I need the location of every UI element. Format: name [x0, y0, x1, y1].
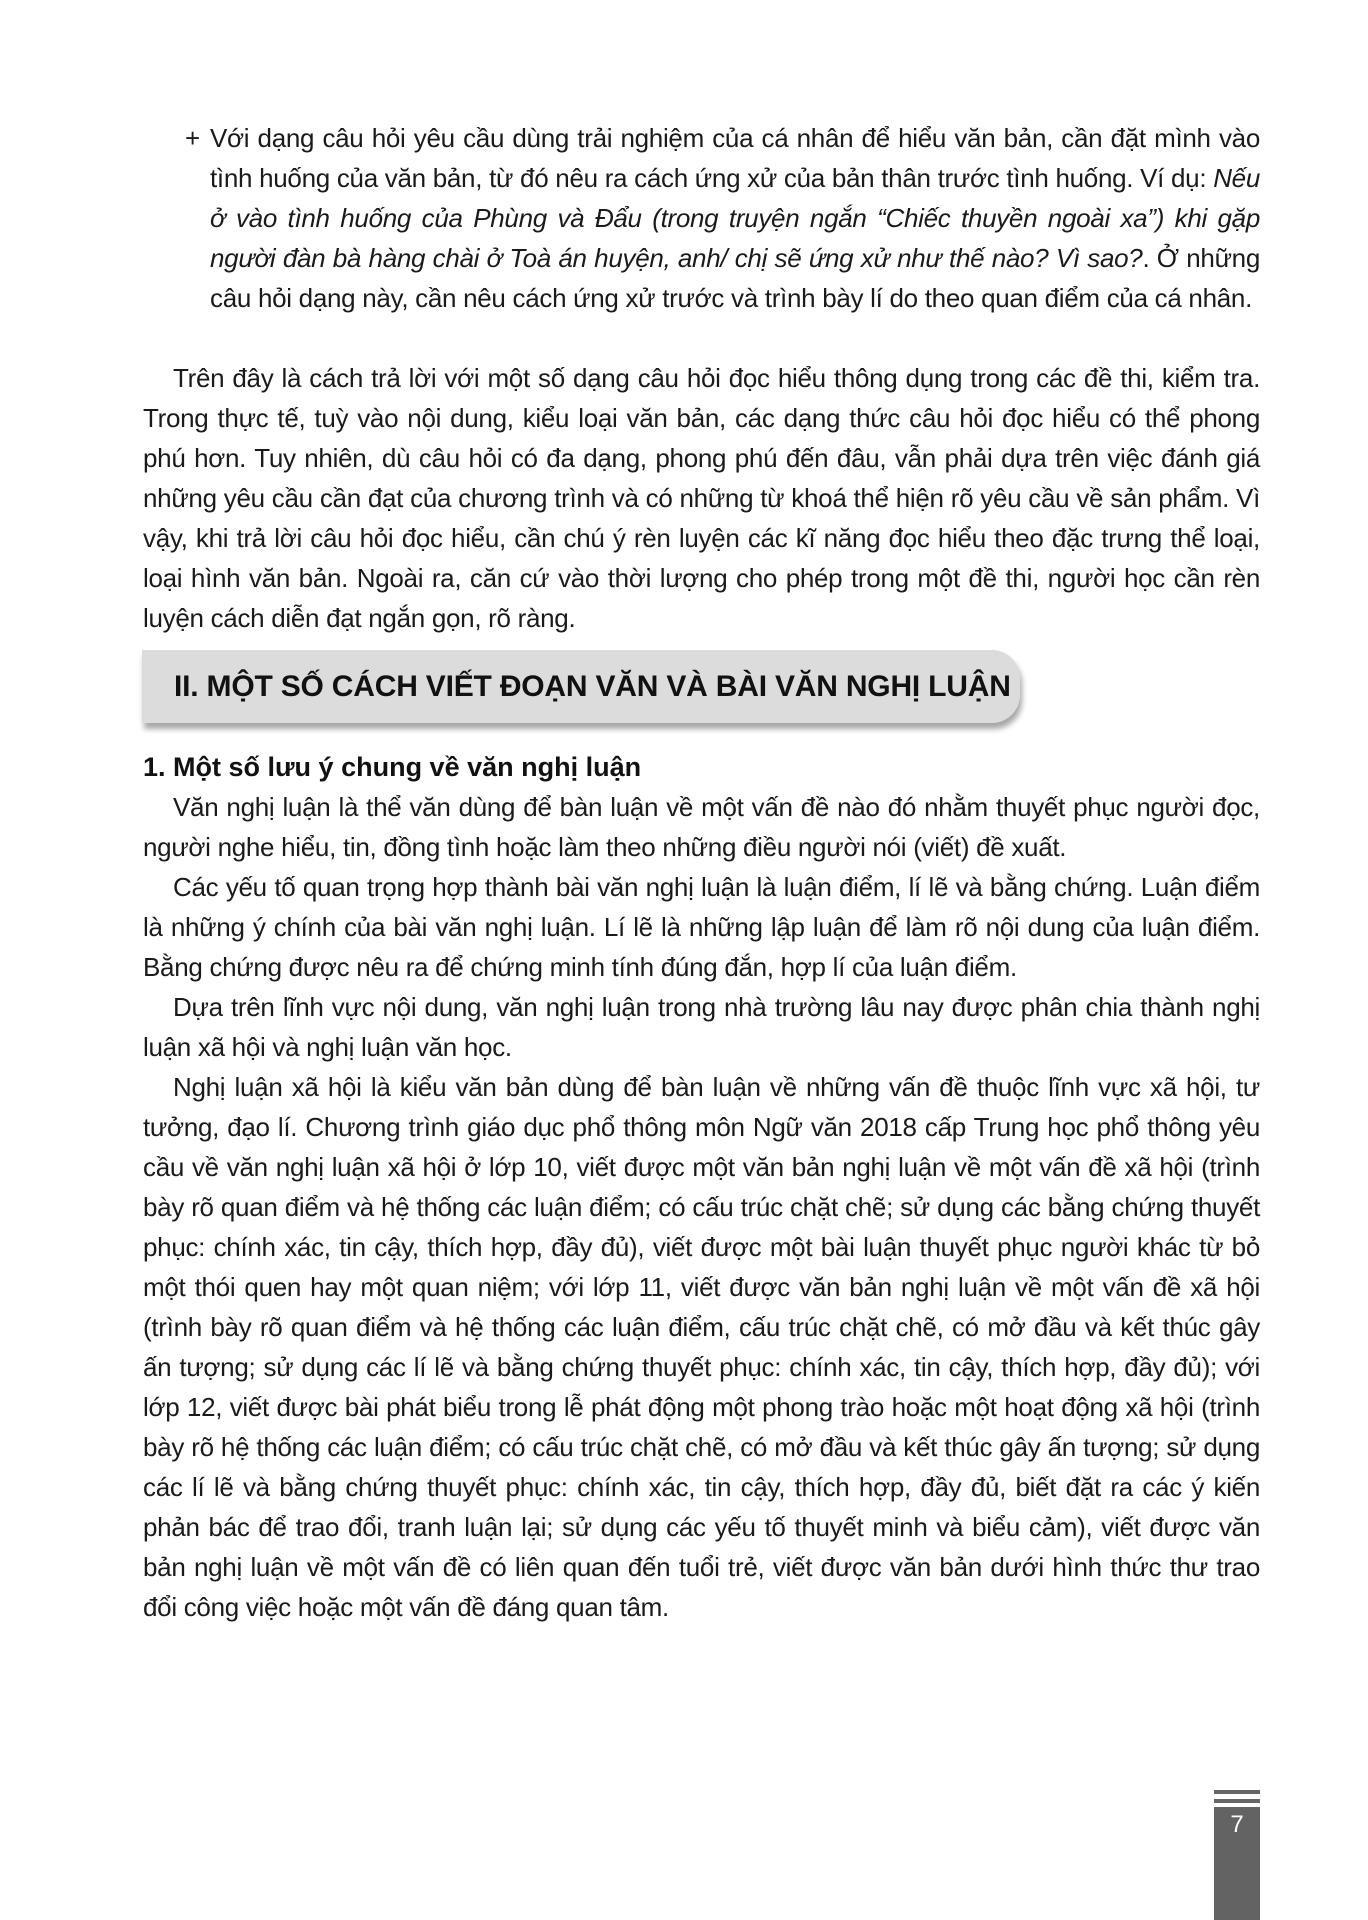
tab-decor-bar: [1214, 1799, 1260, 1803]
paragraph-classification: Dựa trên lĩnh vực nội dung, văn nghị luận trong nhà trường lâu nay được phân chia thành nghị luận xã hội và nghị luận văn học.: [143, 992, 1260, 1062]
page-number: 7: [1214, 1807, 1260, 1920]
example-label: Ví dụ:: [1140, 163, 1214, 193]
plus-bullet-icon: +: [185, 123, 200, 153]
paragraph-definition: Văn nghị luận là thể văn dùng để bàn luận về một vấn đề nào đó nhằm thuyết phục người đọc, người nghe hiểu, tin, đồng tình hoặc làm theo những điều người nói (viết) đề xuất.: [143, 792, 1260, 862]
paragraph-social-argument: Nghị luận xã hội là kiểu văn bản dùng để bàn luận về những vấn đề thuộc lĩnh vực xã hội, tư tưởng, đạo lí. Chương trình giáo dục phổ thông môn Ngữ văn 2018 cấp Trung học phổ thông yêu cầu về văn nghị luận xã hội ở lớp 10, viết được một văn bản nghị luận về một vấn đề xã hội (trình bày rõ quan điểm và hệ thống các luận điểm; có cấu trúc chặt chẽ; sử dụng các bằng chứng thuyết phục: chính xác, tin cậy, thích hợp, đầy đủ), viết được một bài luận thuyết phục người khác từ bỏ một thói quen hay một quan niệm; với lớp 11, viết được văn bản nghị luận về một vấn đề xã hội (trình bày rõ quan điểm và hệ thống các luận điểm, cấu trúc chặt chẽ, có mở đầu và kết thúc gây ấn tượng; sử dụng các lí lẽ và bằng chứng thuyết phục: chính xác, tin cậy, thích hợp, đầy đủ); với lớp 12, viết được bài phát biểu trong lễ phát động một phong trào hoặc một hoạt động xã hội (trình bày rõ hệ thống các luận điểm; có cấu trúc chặt chẽ, có mở đầu và kết thúc gây ấn tượng; sử dụng các lí lẽ và bằng chứng thuyết phục: chính xác, tin cậy, thích hợp, đầy đủ, biết đặt ra các ý kiến phản bác để trao đổi, tranh luận lại; sử dụng các yếu tố thuyết minh và biểu cảm), viết được văn bản nghị luận về một vấn đề có liên quan đến tuổi trẻ, viết được văn bản dưới hình thức thư trao đổi công việc hoặc một vấn đề đáng quan tâm.: [143, 1072, 1260, 1622]
subsection-title: 1. Một số lưu ý chung về văn nghị luận: [143, 752, 642, 782]
bullet-text-after: . Ở những câu hỏi dạng này, cần nêu cách ứng xử trước và trình bày lí do theo quan điểm của cá nhân.: [210, 243, 1260, 313]
paragraph-elements: Các yếu tố quan trọng hợp thành bài văn nghị luận là luận điểm, lí lẽ và bằng chứng. Luận điểm là những ý chính của bài văn nghị luận. Lí lẽ là những lập luận để làm rõ nội dung của luận điểm. Bằng chứng được nêu ra để chứng minh tính đúng đắn, hợp lí của luận điểm.: [143, 872, 1260, 982]
intro-paragraph: Trên đây là cách trả lời với một số dạng câu hỏi đọc hiểu thông dụng trong các đề thi, kiểm tra. Trong thực tế, tuỳ vào nội dung, kiểu loại văn bản, các dạng thức câu hỏi đọc hiểu có thể phong phú hơn. Tuy nhiên, dù câu hỏi có đa dạng, phong phú đến đâu, vẫn phải dựa trên việc đánh giá những yêu cầu cần đạt của chương trình và có những từ khoá thể hiện rõ yêu cầu về sản phẩm. Vì vậy, khi trả lời câu hỏi đọc hiểu, cần chú ý rèn luyện các kĩ năng đọc hiểu theo đặc trưng thể loại, loại hình văn bản. Ngoài ra, căn cứ vào thời lượng cho phép trong một đề thi, người học cần rèn luyện cách diễn đạt ngắn gọn, rõ ràng.: [143, 363, 1260, 633]
section-heading-box: [142, 650, 1020, 723]
example-question: Nếu ở vào tình huống của Phùng và Đẩu (trong truyện ngắn “Chiếc thuyền ngoài xa”) khi gặp người đàn bà hàng chài ở Toà án huyện, anh/ chị sẽ ứng xử như thế nào? Vì sao?: [210, 163, 1260, 273]
bullet-item: [185, 118, 1260, 318]
section-body: [143, 787, 1260, 1627]
section-heading: II. MỘT SỐ CÁCH VIẾT ĐOẠN VĂN VÀ BÀI VĂN NGHỊ LUẬN: [174, 669, 1011, 703]
tab-decor-bar: [1214, 1790, 1260, 1794]
bullet-text: Với dạng câu hỏi yêu cầu dùng trải nghiệm của cá nhân để hiểu văn bản, cần đặt mình vào tình huống của văn bản, từ đó nêu ra cách ứng xử của bản thân trước tình huống.: [210, 123, 1260, 193]
page-number-tab: [1214, 1790, 1260, 1920]
